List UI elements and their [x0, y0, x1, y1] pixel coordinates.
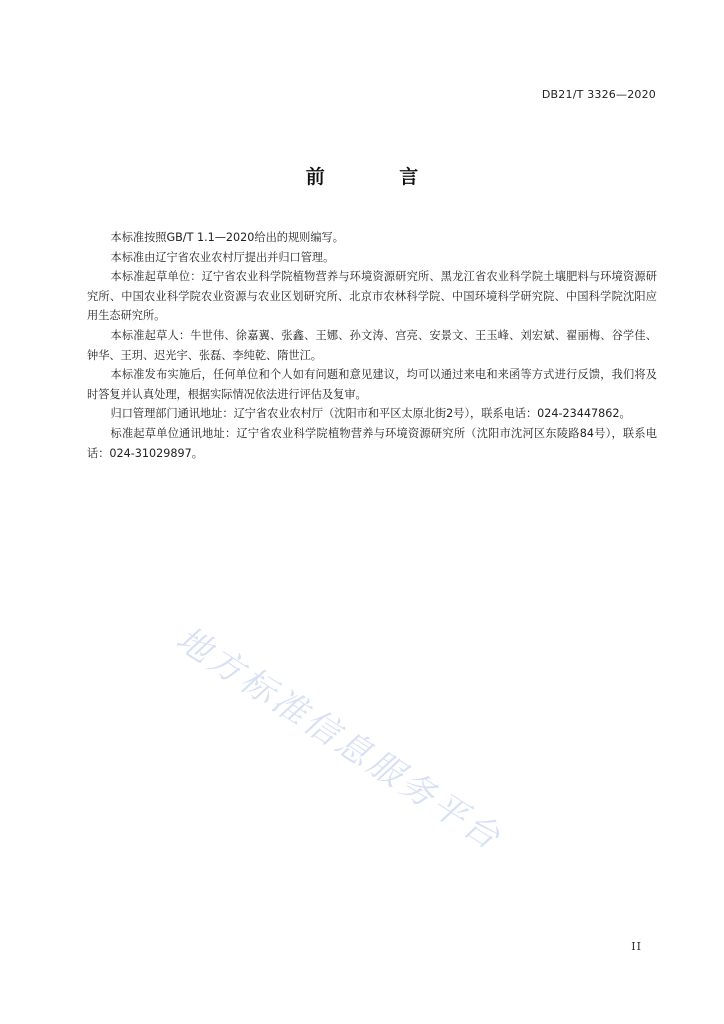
paragraph-feedback: 本标准发布实施后，任何单位和个人如有问题和意见建议，均可以通过来电和来函等方式进行反馈，我们将及时答复并认真处理，根据实际情况依法进行评估及复审。 [87, 368, 657, 401]
page-number: II [631, 940, 642, 953]
watermark: 地方标准信息服务平台 [168, 618, 510, 860]
page-title: 前 言 [305, 166, 453, 188]
paragraph-drafters: 本标准起草人：牛世伟、徐嘉翼、张鑫、王娜、孙文涛、宫亮、安景文、王玉峰、刘宏斌、翟丽梅、谷学佳、钟华、王玥、迟光宇、张磊、李纯乾、隋世江。 [87, 328, 657, 362]
paragraph-admin-address: 归口管理部门通讯地址：辽宁省农业农村厅（沈阳市和平区太原北街2号），联系电话：024-23447862。 [110, 407, 631, 421]
document-code: DB21/T 3326—2020 [541, 88, 656, 101]
paragraph-drafter-address: 标准起草单位通讯地址：辽宁省农业科学院植物营养与环境资源研究所（沈阳市沈河区东陵路84号），联系电话：024-31029897。 [87, 426, 657, 460]
paragraph-drafting-units: 本标准起草单位：辽宁省农业科学院植物营养与环境资源研究所、黑龙江省农业科学院土壤肥料与环境资源研究所、中国农业科学院农业资源与农业区划研究所、北京市农林科学院、中国环境科学研究院、中国科学院沈阳应用生态研究所。 [87, 270, 657, 323]
foreword-body [87, 228, 657, 463]
paragraph-drafting-rules: 本标准按照GB/T 1.1—2020给出的规则编写。 [110, 231, 344, 244]
paragraph-proposer: 本标准由辽宁省农业农村厅提出并归口管理。 [110, 250, 335, 264]
